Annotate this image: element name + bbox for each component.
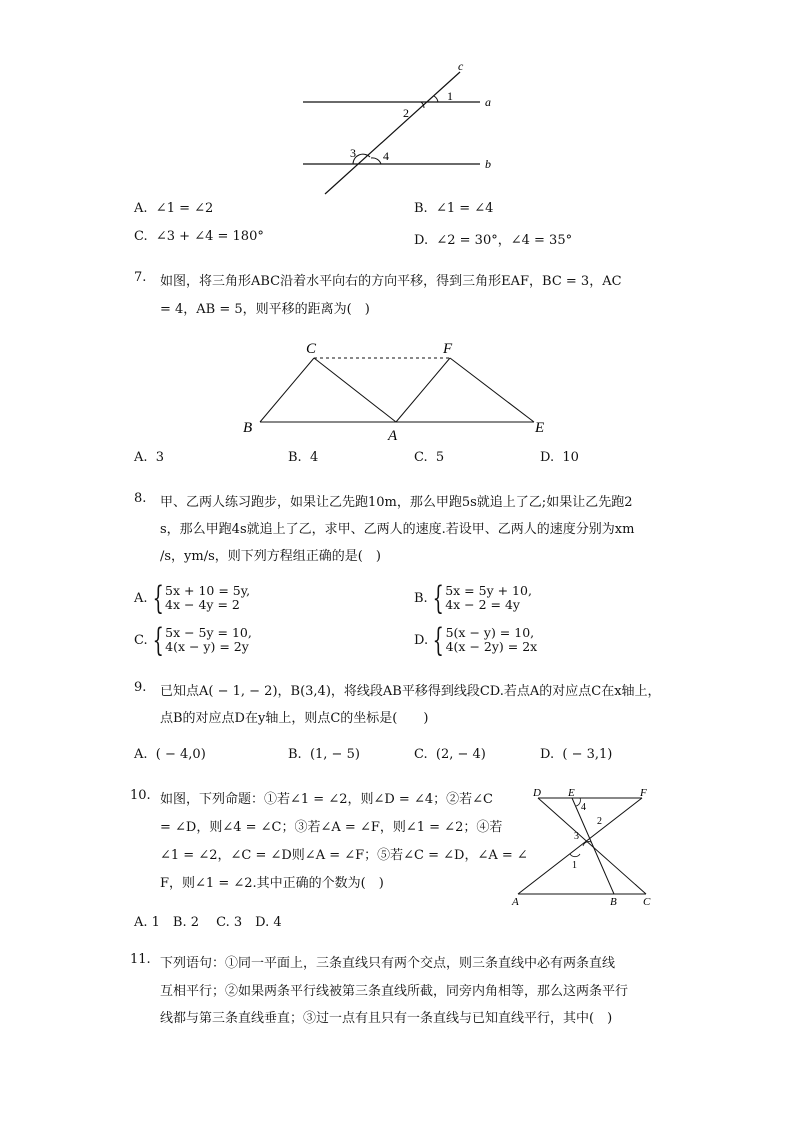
q8-text-line-2: s，那么甲跑4s就追上了乙，求甲、乙两人的速度.若设甲、乙两人的速度分别为xm [160,522,635,537]
q7-option-a[interactable] [134,450,164,465]
segment-af [518,798,642,894]
q10-text-line-2: = ∠D，则∠4 = ∠C；③若∠A = ∠F，则∠1 = ∠2；④若 [160,820,503,835]
label-f: F [443,341,453,357]
label-b: B [610,896,617,908]
q7-text-line-2: = 4，AB = 5，则平移的距离为( ) [160,302,370,317]
label-a: a [485,95,491,109]
label-angle-2: 2 [597,816,602,827]
equation-1: 5x = 5y + 10, [445,583,532,598]
q9-number: 9. [134,680,147,695]
brace-symbol: { [152,621,164,659]
q7-option-b[interactable] [288,450,318,465]
option-letter: D. [540,450,555,465]
label-angle-3: 3 [574,831,579,842]
segment-af [396,358,450,422]
q10-figure [508,784,658,908]
label-a: A [388,428,398,444]
option-text: 3 [155,450,165,465]
label-a: A [512,896,519,908]
label-angle-4: 4 [383,149,389,163]
q9-option-c[interactable] [414,747,486,762]
segment-fe [450,358,534,422]
equation-1: 5x − 5y = 10, [165,625,252,640]
q11-text-line-3: 线都与第三条直线垂直；③过一点有且只有一条直线与已知直线平行，其中( ) [160,1011,613,1026]
option-letter: D. [414,632,429,648]
q8-option-a[interactable] [134,579,251,617]
segment-dc [538,798,646,894]
label-d: D [533,787,541,799]
label-b: b [485,157,491,171]
equation-2: 4(x − y) = 2y [165,639,249,654]
q10-text-line-1: 如图，下列命题：①若∠1 = ∠2，则∠D = ∠4；②若∠C [160,792,493,807]
equation-2: 4x − 4y = 2 [165,597,240,612]
label-f: F [640,787,647,799]
segment-ca [314,358,396,422]
q7-option-c[interactable] [414,450,444,465]
q7-number: 7. [134,270,147,285]
angle-1-arc [434,96,438,102]
equation-2: 4(x − 2y) = 2x [445,639,538,654]
label-angle-4: 4 [581,802,586,813]
option-letter: B. [414,590,428,606]
option-text: 10 [562,450,579,465]
label-angle-1: 1 [447,89,453,103]
label-angle-3: 3 [350,146,356,160]
option-text: ( − 3,1) [562,747,613,762]
q10-options[interactable]: A. 1 B. 2 C. 3 D. 4 [134,915,282,930]
option-letter: A. [134,450,148,465]
angle-1-arc [570,854,580,857]
option-letter: A. [134,590,148,606]
label-c: C [643,896,651,908]
q8-text-line-3: /s，ym/s，则下列方程组正确的是( ) [160,549,381,564]
option-letter: C. [414,450,428,465]
option-text: ∠1 = ∠4 [435,201,494,216]
q8-option-b[interactable] [414,579,532,617]
line-c [325,72,460,194]
equation-1: 5x + 10 = 5y, [165,583,251,598]
q11-text-line-1: 下列语句：①同一平面上，三条直线只有两个交点，则三条直线中必有两条直线 [160,956,616,971]
q9-text-line-2: 点B的对应点D在y轴上，则点C的坐标是( ) [160,711,429,726]
option-letter: B. [414,201,428,216]
label-c: C [306,341,317,357]
option-letter: C. [414,747,428,762]
label-angle-1: 1 [572,860,577,871]
q10-text-line-4: F，则∠1 = ∠2.其中正确的个数为( ) [160,876,384,891]
q6-option-a[interactable] [134,201,213,216]
option-letter: A. [134,747,148,762]
option-text: ( − 4,0) [155,747,206,762]
equation-1: 5(x − y) = 10, [445,625,535,640]
angle-4-arc [576,798,580,806]
option-letter: B. [288,747,302,762]
q8-number: 8. [134,491,147,506]
option-letter: C. [134,229,148,244]
option-text: 5 [435,450,445,465]
q11-number: 11. [130,952,151,967]
option-letter: B. [288,450,302,465]
label-c: c [458,59,464,73]
option-text: (2, − 4) [435,747,486,762]
q10-number: 10. [130,788,151,803]
label-e: E [535,420,545,436]
q9-option-a[interactable] [134,747,206,762]
equation-2: 4x − 2 = 4y [445,597,520,612]
option-text: ∠1 = ∠2 [155,201,214,216]
option-text: (1, − 5) [309,747,360,762]
q9-option-b[interactable] [288,747,360,762]
option-letter: D. [540,747,555,762]
brace-symbol: { [152,579,164,617]
label-angle-2: 2 [403,106,409,120]
q9-option-d[interactable] [540,747,612,762]
option-text: 4 [309,450,319,465]
option-letter: D. [414,233,429,248]
q6-figure [295,58,505,198]
q10-text-line-3: ∠1 = ∠2，∠C = ∠D则∠A = ∠F；⑤若∠C = ∠D，∠A = ∠ [160,848,528,863]
q7-text-line-1: 如图，将三角形ABC沿着水平向右的方向平移，得到三角形EAF，BC = 3，AC [160,274,622,289]
q7-option-d[interactable] [540,450,579,465]
q6-option-b[interactable] [414,201,493,216]
segment-eb [572,798,614,894]
brace-symbol: { [432,579,444,617]
segment-bc [260,358,314,422]
label-b: B [243,420,253,436]
label-e: E [568,787,575,799]
q11-text-line-2: 互相平行；②如果两条平行线被第三条直线所截，同旁内角相等，那么这两条平行 [160,984,629,999]
q7-figure [238,336,558,446]
angle-4-arc [371,158,381,164]
option-text: ∠3 + ∠4 = 180° [155,229,264,244]
q8-text-line-1: 甲、乙两人练习跑步，如果让乙先跑10m，那么甲跑5s就追上了乙;如果让乙先跑2 [160,495,633,510]
brace-symbol: { [432,621,445,659]
option-text: ∠2 = 30°，∠4 = 35° [436,233,573,248]
q8-option-d[interactable] [414,621,538,659]
q6-option-d[interactable] [414,229,572,248]
q6-option-c[interactable] [134,229,264,244]
q8-option-c[interactable] [134,621,252,659]
option-letter: C. [134,632,148,648]
option-letter: A. [134,201,148,216]
q9-text-line-1: 已知点A( − 1, − 2)，B(3,4)，将线段AB平移得到线段CD.若点A的对应点C在x轴上， [160,684,661,699]
